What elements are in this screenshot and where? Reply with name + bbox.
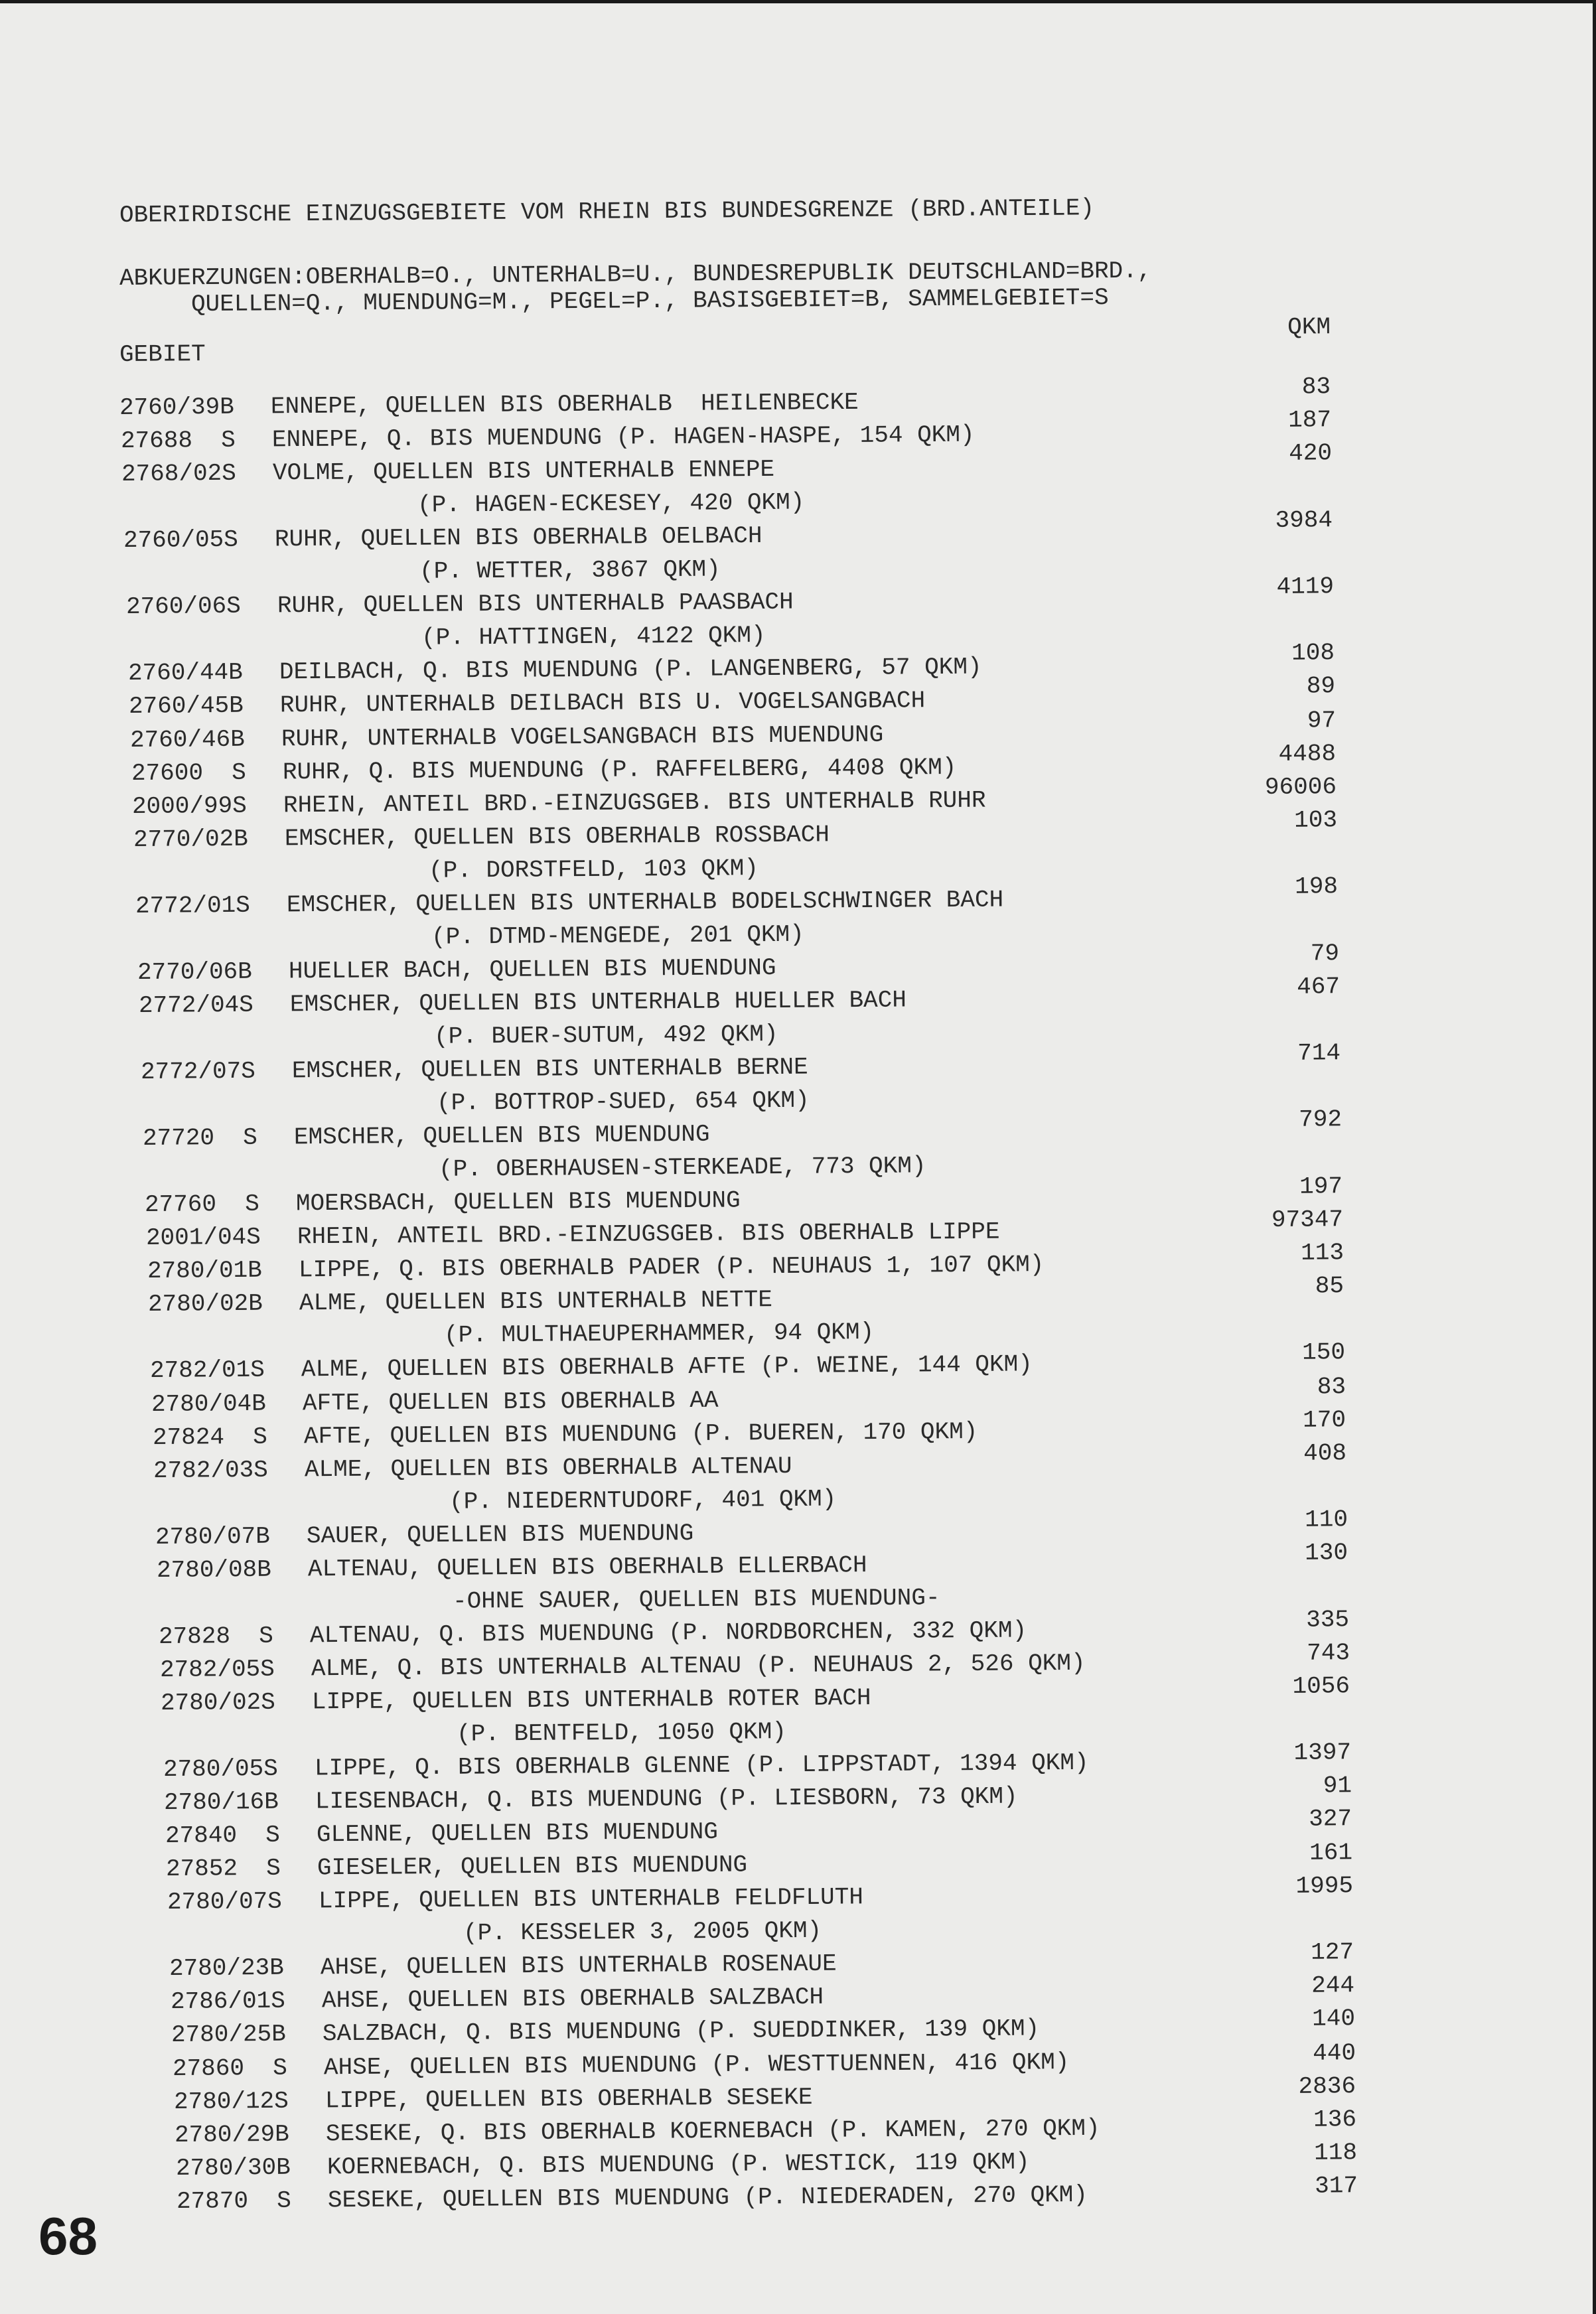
row-description: DEILBACH, Q. BIS MUENDUNG (P. LANGENBERG, 57 QKM) [279,653,982,686]
row-description: (P. HATTINGEN, 4122 QKM) [277,621,766,653]
row-code: 2780/04B [151,1390,266,1418]
table-row [147,1252,1045,1285]
row-description: RUHR, Q. BIS MUENDUNG (P. RAFFELBERG, 4408 QKM) [282,753,957,786]
table-row [164,1784,1018,1816]
row-description: EMSCHER, QUELLEN BIS UNTERHALB BODELSCHWINGER BACH [286,886,1004,919]
row-description: RUHR, QUELLEN BIS UNTERHALB PAASBACH [277,588,794,620]
row-description: (P. MULTHAEUPERHAMMER, 94 QKM) [300,1318,875,1350]
row-code [155,1509,306,1510]
row-description: (P. DORSTFELD, 103 QKM) [285,855,759,886]
table-row [126,589,794,620]
row-code: 2780/25B [171,2020,286,2049]
row-description: ALME, Q. BIS UNTERHALB ALTENAU (P. NEUHAUS 2, 526 QKM) [311,1649,1086,1683]
table-row [145,1187,741,1218]
row-code [142,1110,293,1112]
scan-border-top [0,0,1596,3]
row-code [137,944,288,946]
row-description: RUHR, QUELLEN BIS OBERHALB OELBACH [274,522,762,553]
row-description: RHEIN, ANTEIL BRD.-EINZUGSGEB. BIS OBERHALB LIPPE [297,1218,1000,1251]
row-code: 2786/01S [170,1987,285,2015]
row-description: (P. NIEDERNTUDORF, 401 QKM) [305,1485,837,1517]
table-row [137,955,776,986]
row-code: 2772/01S [135,891,250,920]
table-row [132,788,986,820]
table-row [143,1121,710,1152]
document-title: OBERIRDISCHE EINZUGSGEBIETE VOM RHEIN BIS BUNDESGRENZE (BRD.ANTEILE) [119,194,1095,229]
table-row [171,2015,1039,2049]
row-qkm-value: 440 [1313,2039,1356,2067]
table-row [169,1951,837,1982]
row-code: 27870 S [176,2187,291,2215]
row-qkm-value: 4488 [1278,740,1337,768]
table-row [166,1852,747,1883]
table-row [153,1453,792,1484]
row-code: 2780/02S [160,1688,275,1717]
table-row [144,1153,926,1185]
table-row [127,622,766,654]
row-qkm-value: 161 [1309,1839,1353,1867]
row-code: 27600 S [131,759,246,787]
table-row [177,2182,1088,2215]
row-description: (P. BOTTROP-SUED, 654 QKM) [293,1086,810,1118]
table-row [137,922,804,953]
row-qkm-value: 96006 [1264,773,1337,802]
row-description: LIPPE, Q. BIS OBERHALB PADER (P. NEUHAUS 1, 107 QKM) [298,1251,1045,1284]
row-code: 2780/02B [147,1289,263,1318]
row-qkm-value: 1056 [1292,1672,1350,1700]
table-row [155,1520,694,1551]
row-description: EMSCHER, QUELLEN BIS UNTERHALB BERNE [291,1053,808,1085]
row-description: ALTENAU, QUELLEN BIS OBERHALB ELLERBACH [307,1552,867,1583]
table-row [139,1021,778,1052]
row-code: 2768/02S [121,459,236,488]
row-description: (P. KESSELER 3, 2005 QKM) [319,1916,822,1948]
row-code: 2760/46B [129,725,245,754]
table-row [121,457,774,488]
row-qkm-value: 140 [1312,2005,1356,2033]
row-description: AHSE, QUELLEN BIS MUENDUNG (P. WESTTUENNEN, 416 QKM) [323,2049,1070,2082]
row-qkm-value: 136 [1313,2106,1357,2133]
row-description: ALME, QUELLEN BIS OBERHALB AFTE (P. WEINE, 144 QKM) [301,1350,1033,1384]
row-qkm-value: 118 [1314,2139,1358,2167]
row-code: 27840 S [165,1821,280,1849]
row-code [144,1177,295,1178]
row-code: 27760 S [144,1190,259,1218]
table-row [176,2149,1030,2182]
table-row [163,1750,1089,1783]
row-code: 2760/05S [123,526,238,554]
row-qkm-value: 244 [1311,1972,1355,1999]
row-qkm-value: 1397 [1293,1739,1352,1767]
row-description: AFTE, QUELLEN BIS MUENDUNG (P. BUEREN, 170 QKM) [303,1417,978,1451]
row-qkm-value: 103 [1294,806,1338,834]
row-qkm-value: 113 [1301,1239,1344,1267]
row-description: (P. WETTER, 3867 QKM) [275,555,721,587]
row-description: (P. BENTFELD, 1050 QKM) [313,1718,787,1749]
row-description: SESEKE, Q. BIS OBERHALB KOERNEBACH (P. KAMEN, 270 QKM) [325,2114,1100,2148]
row-description: EMSCHER, QUELLEN BIS MUENDUNG [293,1120,710,1151]
row-code: 2780/05S [163,1755,278,1783]
table-row [155,1486,837,1518]
row-code: 27688 S [120,426,236,455]
row-description: KOERNEBACH, Q. BIS MUENDUNG (P. WESTICK, 119 QKM) [326,2148,1030,2181]
table-row [119,390,859,421]
table-row [173,2049,1070,2082]
row-qkm-value: 127 [1311,1938,1354,1966]
row-code: 2780/16B [163,1788,279,1816]
row-code: 2782/01S [149,1356,265,1384]
row-code [127,645,278,646]
row-description: AFTE, QUELLEN BIS OBERHALB AA [302,1386,719,1417]
row-code: 2760/45B [128,691,244,720]
row-code [125,579,276,580]
table-row [153,1419,978,1451]
row-code: 2770/06B [137,958,252,986]
row-qkm-value: 2836 [1298,2072,1356,2100]
row-qkm-value: 91 [1323,1772,1352,1800]
row-description: RUHR, UNTERHALB DEILBACH BIS U. VOGELSANGBACH [279,687,926,719]
row-description: GLENNE, QUELLEN BIS MUENDUNG [316,1818,719,1849]
table-row [130,722,884,754]
row-description: LIESENBACH, Q. BIS MUENDUNG (P. LIESBORN, 73 QKM) [315,1782,1018,1816]
table-row [125,556,721,587]
row-qkm-value: 150 [1302,1338,1346,1366]
row-qkm-value: 3984 [1275,506,1333,534]
table-row [146,1219,1000,1252]
row-description: ALME, QUELLEN BIS UNTERHALB NETTE [299,1286,773,1317]
row-description: ALTENAU, Q. BIS MUENDUNG (P. NORDBORCHEN, 332 QKM) [309,1617,1027,1650]
row-qkm-value: 89 [1306,672,1336,700]
table-row [162,1719,786,1750]
row-qkm-value: 743 [1307,1639,1350,1667]
row-code: 2772/07S [140,1057,255,1086]
row-description: RHEIN, ANTEIL BRD.-EINZUGSGEB. BIS UNTERHALB RUHR [283,786,986,820]
row-qkm-value: 1995 [1295,1872,1354,1900]
abbreviations-line-2: QUELLEN=Q., MUENDUNG=M., PEGEL=P., BASISGEBIET=B, SAMMELGEBIET=S [119,284,1109,319]
row-description: MOERSBACH, QUELLEN BIS MUENDUNG [295,1187,741,1218]
table-row [139,987,907,1019]
row-qkm-value: 420 [1289,439,1333,467]
row-qkm-value: 714 [1297,1039,1341,1067]
row-code: 2780/07S [167,1887,282,1916]
row-qkm-value: 97 [1307,707,1337,735]
abbreviations-line-1: ABKUERZUNGEN:OBERHALB=O., UNTERHALB=U., BUNDESREPUBLIK DEUTSCHLAND=BRD., [119,257,1152,292]
row-description: (P. OBERHAUSEN-STERKEADE, 773 QKM) [295,1152,926,1185]
row-code [158,1609,309,1610]
row-description: -OHNE SAUER, QUELLEN BIS MUENDUNG- [309,1584,940,1617]
row-code: 2772/04S [138,991,254,1019]
row-qkm-value: 108 [1291,639,1335,667]
row-qkm-value: 327 [1309,1805,1352,1833]
row-description: GIESELER, QUELLEN BIS MUENDUNG [317,1851,748,1882]
table-row [165,1819,718,1849]
table-row [142,1088,810,1119]
row-code [162,1741,313,1743]
table-row [157,1552,867,1584]
scan-border-right [1593,0,1596,2314]
row-code: 2780/23B [169,1954,284,1982]
row-description: SESEKE, QUELLEN BIS MUENDUNG (P. NIEDERADEN, 270 QKM) [327,2181,1088,2214]
table-row [158,1585,940,1617]
page-number: 68 [38,2206,98,2266]
table-row [134,855,759,887]
row-qkm-value: 4119 [1276,573,1335,601]
row-code: 2760/44B [127,658,243,687]
table-row [121,422,975,455]
row-description: ENNEPE, Q. BIS MUENDUNG (P. HAGEN-HASPE, 154 QKM) [271,421,975,454]
table-row [169,1918,822,1949]
row-qkm-value: 187 [1288,406,1332,434]
row-code [134,878,285,879]
row-code: 2780/29B [174,2120,289,2149]
row-description: VOLME, QUELLEN BIS UNTERHALB ENNEPE [272,455,775,487]
row-description: EMSCHER, QUELLEN BIS UNTERHALB HUELLER BACH [289,986,907,1019]
table-row [148,1287,772,1318]
table-row [150,1351,1033,1384]
row-code: 2001/04S [145,1223,261,1252]
row-qkm-value: 79 [1310,940,1340,968]
row-code: 2780/01B [147,1256,262,1285]
row-code [169,1940,320,1942]
row-code: 2760/06S [125,592,241,620]
row-description: (P. HAGEN-ECKESEY, 420 QKM) [273,488,805,520]
row-code: 2782/03S [153,1456,268,1484]
row-description: AHSE, QUELLEN BIS UNTERHALB ROSENAUE [320,1950,837,1982]
row-description: AHSE, QUELLEN BIS OBERHALB SALZBACH [321,1983,824,2015]
row-description: RUHR, UNTERHALB VOGELSANGBACH BIS MUENDUNG [281,721,884,753]
table-row [135,887,1003,920]
row-code: 2780/12S [173,2087,289,2116]
table-row [128,654,982,687]
table-row [175,2116,1100,2149]
row-qkm-value: 197 [1299,1173,1343,1200]
table-row [159,1617,1027,1650]
row-code: 2780/07B [155,1522,270,1551]
row-qkm-value: 97347 [1271,1206,1344,1234]
row-qkm-value: 335 [1306,1606,1350,1634]
row-code: 2000/99S [131,792,247,820]
row-description: EMSCHER, QUELLEN BIS OBERHALB ROSSBACH [284,821,830,853]
row-description: SALZBACH, Q. BIS MUENDUNG (P. SUEDDINKER, 139 QKM) [322,2015,1040,2048]
row-code: 27852 S [165,1854,281,1883]
row-qkm-value: 83 [1301,373,1331,401]
column-header-qkm: QKM [1287,313,1331,341]
row-code: 2770/02B [133,825,248,853]
row-description: SAUER, QUELLEN BIS MUENDUNG [306,1520,694,1550]
row-description: ENNEPE, QUELLEN BIS OBERHALB HEILENBECKE [270,388,859,421]
table-row [171,1984,824,2015]
row-code: 2780/08B [156,1555,271,1584]
row-code: 2780/30B [175,2153,291,2182]
row-description: LIPPE, QUELLEN BIS OBERHALB SESEKE [325,2083,813,2115]
row-qkm-value: 130 [1305,1539,1348,1567]
table-row [123,523,762,554]
table-row [149,1319,874,1351]
table-row [133,822,830,853]
row-code: 27860 S [172,2054,287,2082]
row-qkm-value: 198 [1295,873,1339,901]
table-row [129,687,925,720]
row-code: 27828 S [158,1622,273,1650]
table-row [141,1054,808,1086]
row-description: LIPPE, QUELLEN BIS UNTERHALB FELDFLUTH [318,1883,864,1915]
table-row [131,755,957,787]
row-qkm-value: 408 [1303,1439,1347,1467]
table-row [151,1388,719,1418]
row-code [149,1342,301,1344]
row-description: LIPPE, QUELLEN BIS UNTERHALB ROTER BACH [311,1684,871,1716]
table-row [174,2084,813,2116]
row-code: 2760/39B [119,393,234,421]
row-qkm-value: 170 [1303,1406,1346,1434]
row-code [139,1044,291,1045]
row-description: (P. DTMD-MENGEDE, 201 QKM) [287,920,804,952]
row-code: 27720 S [142,1123,257,1152]
row-description: ALME, QUELLEN BIS OBERHALB ALTENAU [304,1452,792,1484]
row-description: LIPPE, Q. BIS OBERHALB GLENNE (P. LIPPSTADT, 1394 QKM) [314,1749,1089,1782]
row-qkm-value: 85 [1315,1272,1344,1300]
column-header-area: GEBIET [119,340,206,368]
row-description: HUELLER BACH, QUELLEN BIS MUENDUNG [288,954,776,985]
table-row [167,1884,863,1916]
table-row [161,1685,871,1717]
row-code: 2782/05S [159,1655,275,1684]
row-qkm-value: 110 [1305,1506,1348,1534]
table-row [123,489,805,521]
row-description: (P. BUER-SUTUM, 492 QKM) [290,1020,778,1052]
row-qkm-value: 792 [1299,1106,1342,1133]
row-code: 27824 S [152,1423,267,1451]
row-qkm-value: 317 [1315,2172,1358,2200]
table-row [160,1650,1086,1684]
row-qkm-value: 83 [1317,1373,1346,1401]
row-code [123,512,274,514]
row-qkm-value: 467 [1297,973,1341,1001]
